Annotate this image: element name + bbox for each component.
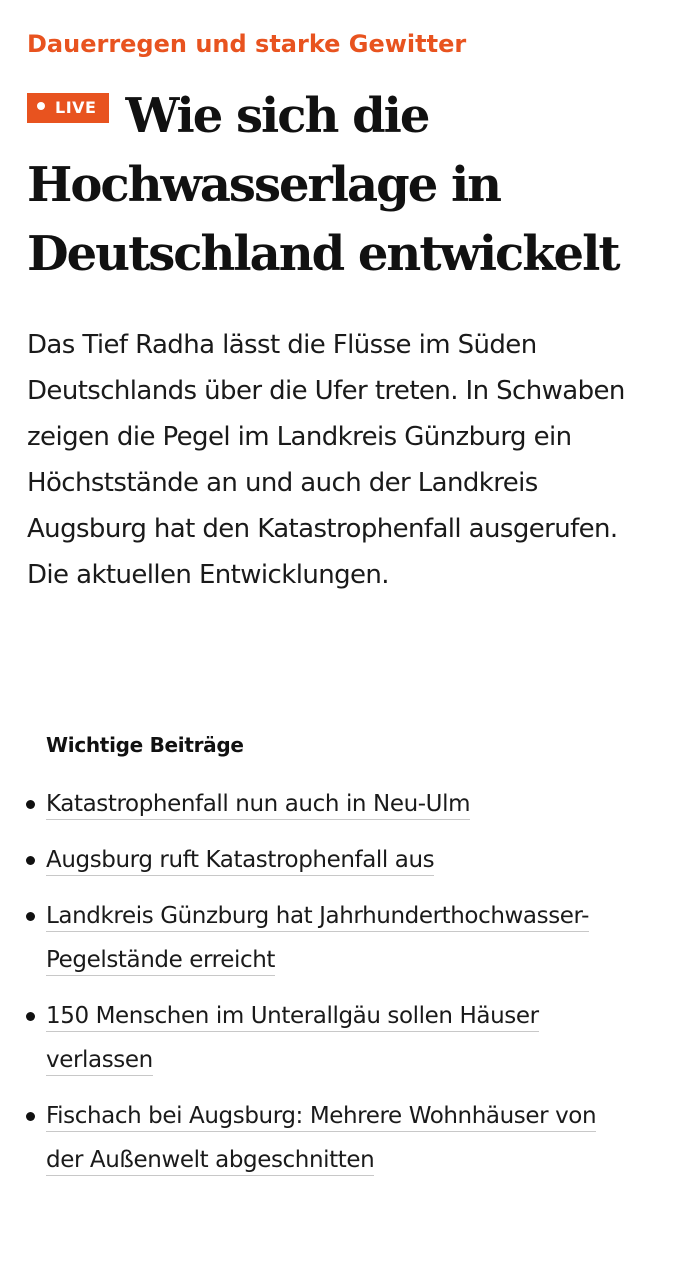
bullet-icon	[26, 912, 35, 921]
list-item	[46, 782, 616, 826]
key-post-link[interactable]: 150 Menschen im Unterallgäu sollen Häuser verlassen	[46, 1003, 539, 1076]
article-kicker: Dauerregen und starke Gewitter	[27, 30, 467, 58]
live-dot-icon	[37, 102, 45, 110]
list-item	[46, 894, 616, 982]
list-item	[46, 994, 616, 1082]
article-headline	[27, 82, 662, 289]
key-posts-box	[46, 728, 616, 1194]
article-lead: Das Tief Radha lässt die Flüsse im Süden Deutschlands über die Ufer treten. In Schwaben zeigen die Pegel im Landkreis Günzburg ein Höchststände an und auch der Landkreis Augsburg hat den Katastrophenfall ausgerufen. Die aktuellen Entwicklungen.	[27, 330, 625, 590]
bullet-icon	[26, 1112, 35, 1121]
list-item	[46, 838, 616, 882]
live-badge	[27, 93, 109, 123]
key-posts-title: Wichtige Beiträge	[46, 733, 244, 757]
bullet-icon	[26, 800, 35, 809]
key-post-link[interactable]: Augsburg ruft Katastrophenfall aus	[46, 847, 434, 876]
key-posts-list	[46, 782, 616, 1182]
headline-text: Wie sich die Hochwasserlage in Deutschland entwickelt	[27, 88, 619, 282]
key-post-link[interactable]: Katastrophenfall nun auch in Neu-Ulm	[46, 791, 470, 820]
key-post-link[interactable]: Fischach bei Augsburg: Mehrere Wohnhäuser von der Außenwelt abgeschnitten	[46, 1103, 596, 1176]
live-label: LIVE	[55, 97, 97, 117]
bullet-icon	[26, 856, 35, 865]
list-item	[46, 1094, 616, 1182]
bullet-icon	[26, 1012, 35, 1021]
key-post-link[interactable]: Landkreis Günzburg hat Jahrhunderthochwasser-Pegelstände erreicht	[46, 903, 589, 976]
